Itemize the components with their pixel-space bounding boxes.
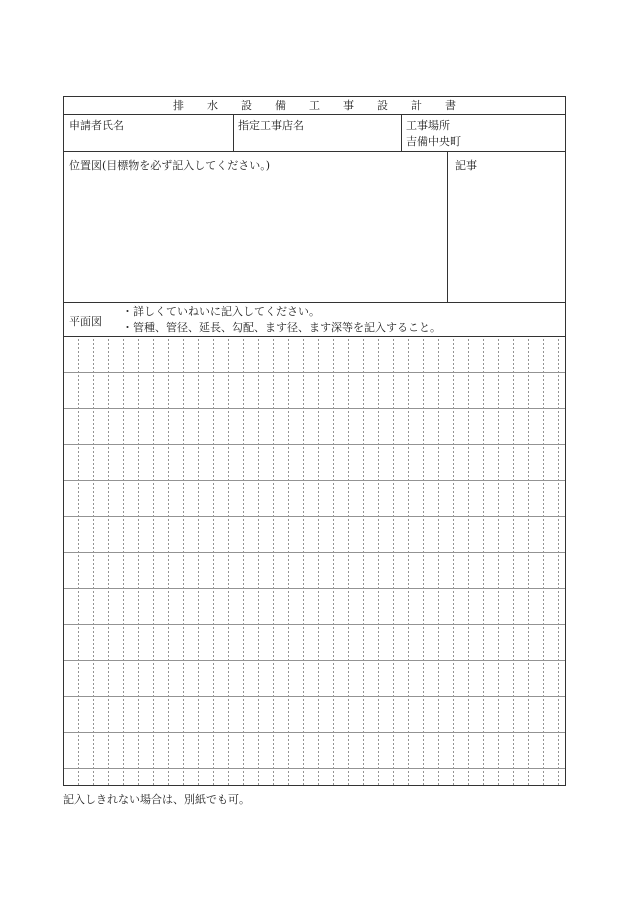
construction-site-value: 吉備中央町 [406, 135, 461, 148]
title-char: 設 [241, 99, 252, 112]
location-map-label: 位置図(目標物を必ず記入してください。) [69, 159, 271, 172]
plan-instruction-2: ・管種、管径、延長、勾配、ます径、ます深等を記入すること。 [122, 321, 441, 334]
notes-area[interactable] [448, 152, 565, 302]
title-char: 書 [445, 99, 456, 112]
applicant-name-label: 申請者氏名 [69, 119, 124, 132]
title-char: 事 [343, 99, 354, 112]
applicant-name-field[interactable] [64, 114, 234, 151]
construction-site-field[interactable] [402, 114, 565, 151]
title-char: 水 [207, 99, 218, 112]
contractor-name-label: 指定工事店名 [238, 119, 304, 132]
construction-site-label: 工事場所 [406, 119, 450, 132]
location-row [64, 152, 565, 303]
title-char: 工 [309, 99, 320, 112]
form-title [64, 97, 565, 115]
location-map-area[interactable] [64, 152, 448, 302]
plan-instruction-1: ・詳しくていねいに記入してください。 [122, 305, 320, 318]
title-char: 備 [275, 99, 286, 112]
plan-header-row [64, 303, 565, 337]
footer-note: 記入しきれない場合は、別紙でも可。 [63, 793, 250, 806]
plan-instructions [122, 304, 441, 336]
title-char: 設 [377, 99, 388, 112]
info-row [64, 114, 565, 152]
notes-label: 記事 [455, 159, 477, 172]
title-char: 計 [411, 99, 422, 112]
plan-label: 平面図 [69, 315, 102, 328]
grid-dash-overlay [64, 337, 565, 785]
title-char: 排 [173, 99, 184, 112]
contractor-name-field[interactable] [234, 114, 402, 151]
drainage-design-form [63, 96, 566, 786]
